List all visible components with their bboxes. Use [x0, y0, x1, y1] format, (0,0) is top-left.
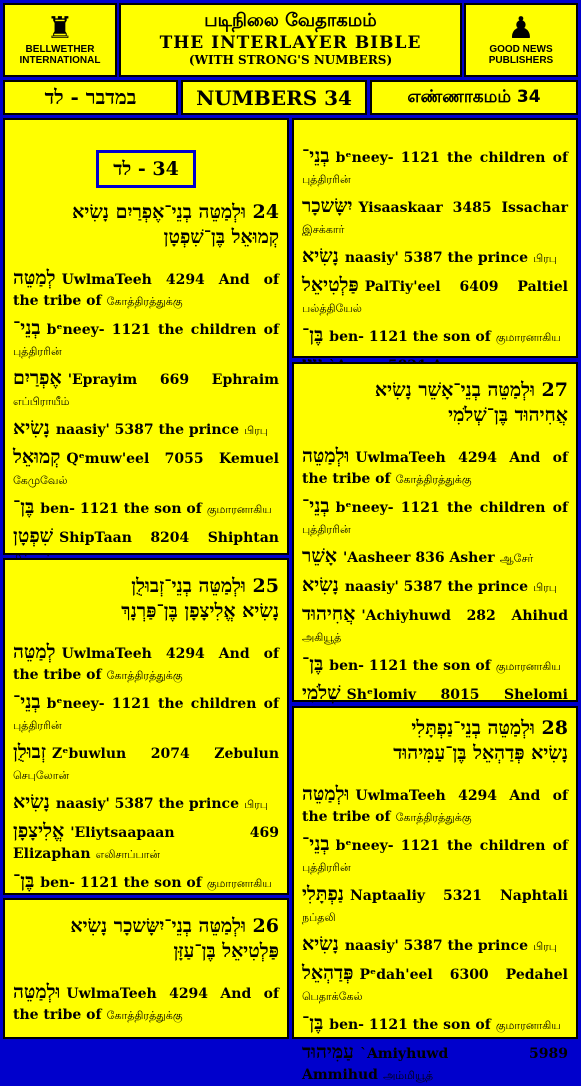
book-tamil: எண்ணாகமம் 34 — [370, 80, 578, 115]
tamil-gloss: கோத்திரத்துக்கு — [106, 669, 183, 682]
tamil-gloss: குமாரனாகிய — [206, 503, 272, 516]
tamil-gloss: புத்திரரின் — [302, 173, 351, 186]
word-entry — [302, 325, 568, 348]
hebrew-word: אֲחִיהוּד — [302, 603, 356, 625]
transliteration-gloss: UwlmaTeeh 4294 And of the tribe of — [302, 788, 568, 825]
right-logo-text: GOOD NEWS PUBLISHERS — [488, 44, 554, 66]
word-entry — [302, 884, 568, 928]
transliteration-gloss: naasiy' 5387 the prince — [55, 422, 239, 438]
transliteration-gloss: UwlmaTeeh 4294 And of the tribe of — [13, 272, 279, 309]
tamil-gloss: பெதாக்கேல் — [302, 990, 363, 1003]
verse-28-entries — [302, 784, 568, 1086]
word-entry — [302, 275, 568, 319]
transliteration-gloss: bᵉneey- 1121 the children of — [335, 838, 568, 854]
hebrew-word: בֶּן־ — [302, 653, 324, 675]
verse-25-entries — [13, 642, 279, 923]
hebrew-word: נַפְתָּלִי — [302, 883, 344, 905]
word-entry — [302, 496, 568, 540]
verse-28-hebrew: 28 וּלְמַטֵּה בְנֵי־נַפְתָּלִי נָשִׂיא פְּדַהְאֵל בֶּן־עַמִּיהוּד — [393, 717, 568, 764]
transliteration-gloss: naasiy' 5387 the prince — [55, 796, 239, 812]
hebrew-word: לְמַטֵּה — [13, 641, 56, 663]
verse-28-box — [292, 706, 578, 1083]
transliteration-gloss: naasiy' 5387 the prince — [344, 938, 528, 954]
tamil-gloss: அகியூத் — [302, 631, 342, 644]
transliteration-gloss: bᵉneey- 1121 the children of — [335, 150, 568, 166]
hebrew-word: עַמִּיהוּד — [302, 1041, 354, 1063]
hebrew-word: שִׁפְטָן — [13, 525, 54, 547]
verse-26-box — [3, 898, 289, 1039]
tamil-gloss: ஆசேர் — [499, 552, 534, 565]
good-news-logo — [464, 3, 578, 77]
transliteration-gloss: UwlmaTeeh 4294 And of the tribe of — [13, 986, 279, 1023]
word-entry — [302, 575, 568, 598]
hebrew-word: בֶּן־ — [302, 1012, 324, 1034]
word-entry — [13, 368, 279, 412]
tamil-gloss: குமாரனாகிய — [206, 877, 272, 890]
word-entry — [302, 1042, 568, 1086]
word-entry — [13, 692, 279, 736]
subtitle: (WITH STRONG'S NUMBERS) — [188, 53, 393, 67]
tamil-gloss: கோத்திரத்துக்கு — [395, 811, 472, 824]
hebrew-word: נָשִׂיא — [302, 933, 339, 955]
word-entry — [302, 604, 568, 648]
tamil-gloss: கேமுவேல் — [13, 474, 68, 487]
verse-24-hebrew: 24 וּלְמַטֵּה בְנֵי־אֶפְרַיִם נָשִׂיא קְמוּאֵל בֶּן־שִׁפְטָן — [72, 201, 279, 248]
transliteration-gloss: Zᵉbuwlun 2074 Zebulun — [52, 746, 279, 762]
tamil-gloss: பிரபு — [533, 581, 557, 594]
title-block — [119, 3, 462, 77]
hebrew-word: אָשֵׁר — [302, 545, 337, 567]
tamil-gloss: குமாரனாகிய — [495, 331, 561, 344]
transliteration-gloss: ben- 1121 the son of — [329, 658, 491, 674]
hebrew-word: לְמַטֵּה — [13, 267, 56, 289]
tamil-gloss: அம்மியூத் — [383, 1069, 434, 1082]
transliteration-gloss: ben- 1121 the son of — [40, 501, 202, 517]
hebrew-word: קְמוּאֵל — [13, 446, 61, 468]
word-entry — [13, 982, 279, 1026]
word-entry — [13, 497, 279, 520]
hebrew-word: נָשִׂיא — [302, 574, 339, 596]
tamil-gloss: புத்திரரின் — [13, 719, 62, 732]
hebrew-word: וּלְמַטֵּה — [302, 783, 350, 805]
word-entry — [302, 654, 568, 677]
left-logo-text: BELLWETHER INTERNATIONAL — [19, 44, 101, 66]
transliteration-gloss: `Amiyhuwd 5989 Ammihud — [302, 1046, 568, 1083]
hebrew-word: וּלְמַטֵּה — [13, 981, 61, 1003]
word-entry — [13, 268, 279, 312]
hebrew-word: בֶּן־ — [302, 324, 324, 346]
word-entry — [13, 642, 279, 686]
word-entry — [13, 742, 279, 786]
shepherd-icon: ♜ — [46, 11, 74, 46]
transliteration-gloss: ben- 1121 the son of — [329, 1017, 491, 1033]
transliteration-gloss: PalTiy'eel 6409 Paltiel — [364, 279, 568, 295]
word-entry — [302, 1013, 568, 1036]
transliteration-gloss: Pᵉdah'eel 6300 Pedahel — [359, 967, 568, 983]
hebrew-word: אֱלִיצָפָן — [13, 820, 65, 842]
transliteration-gloss: naasiy' 5387 the prince — [344, 579, 528, 595]
verse-25-box — [3, 558, 289, 895]
tamil-gloss: நப்தலி — [302, 911, 336, 924]
transliteration-gloss: ben- 1121 the son of — [329, 329, 491, 345]
hebrew-word: נָשִׂיא — [13, 791, 50, 813]
word-entry — [302, 834, 568, 878]
transliteration-gloss: Shᵉlomiy 8015 Shelomi — [346, 687, 568, 703]
word-entry — [13, 418, 279, 441]
tamil-gloss: செபுலோன் — [13, 769, 70, 782]
hebrew-word: פְּדַהְאֵל — [302, 962, 354, 984]
hebrew-word: יִשָּׂשכָר — [302, 195, 353, 217]
verse-24-box — [3, 118, 289, 555]
tamil-gloss: குமாரனாகிய — [495, 660, 561, 673]
word-entry — [13, 871, 279, 894]
word-entry — [13, 792, 279, 815]
hebrew-word: בְנֵי־ — [13, 317, 41, 339]
hebrew-word: פַּלְטִיאֵל — [302, 274, 359, 296]
verse-26-cont-entries — [302, 146, 568, 377]
hebrew-word: אֶפְרַיִם — [13, 367, 62, 389]
tamil-gloss: இசக்கார் — [302, 223, 345, 236]
transliteration-gloss: Yisaaskaar 3485 Issachar — [358, 200, 568, 216]
tamil-gloss: பல்த்தியேல் — [302, 302, 362, 315]
word-entry — [302, 963, 568, 1007]
hebrew-word: וּלְמַטֵּה — [302, 445, 350, 467]
transliteration-gloss: 'Achiyhuwd 282 Ahihud — [361, 608, 568, 624]
verse-26-hebrew: 26 וּלְמַטֵּה בְנֵי־יִשָּׂשכָר נָשִׂיא פַּלְטִיאֵל בֶּן־עַזָּן — [70, 915, 279, 962]
chapter-label: 34 - לד — [96, 150, 196, 188]
tamil-gloss: எப்பிராயீம் — [13, 395, 70, 408]
word-entry — [302, 784, 568, 828]
transliteration-gloss: UwlmaTeeh 4294 And of the tribe of — [13, 646, 279, 683]
tamil-gloss: குமாரனாகிய — [495, 1019, 561, 1032]
transliteration-gloss: UwlmaTeeh 4294 And of the tribe of — [302, 450, 568, 487]
transliteration-gloss: 'Eprayim 669 Ephraim — [67, 372, 279, 388]
verse-27-hebrew: 27 וּלְמַטֵּה בְנֵי־אָשֵׁר נָשִׂיא אֲחִיהוּד בֶּן־שְׁלֹמִי — [374, 379, 568, 426]
verse-24-entries — [13, 268, 279, 570]
tamil-gloss: பிரபு — [533, 252, 557, 265]
transliteration-gloss: 'Aasheer 836 Asher — [343, 550, 495, 566]
tamil-gloss: பிரபு — [244, 798, 268, 811]
verse-26-cont-box — [292, 118, 578, 358]
transliteration-gloss: Naptaaliy 5321 Naphtali — [349, 888, 568, 904]
word-entry — [302, 546, 568, 569]
hebrew-word: בְנֵי־ — [302, 145, 330, 167]
word-entry — [13, 318, 279, 362]
transliteration-gloss: bᵉneey- 1121 the children of — [46, 696, 279, 712]
word-entry — [302, 446, 568, 490]
word-entry — [302, 934, 568, 957]
hebrew-word: זְבוּלֻן — [13, 741, 47, 763]
tamil-gloss: புத்திரரின் — [302, 861, 351, 874]
transliteration-gloss: bᵉneey- 1121 the children of — [46, 322, 279, 338]
tamil-gloss: கோத்திரத்துக்கு — [106, 295, 183, 308]
title-tamil: படிநிலை வேதாகமம் — [204, 10, 377, 31]
transliteration-gloss: 'Eliytsaapaan 469 Elizaphan — [13, 825, 279, 862]
bellwether-logo — [3, 3, 117, 77]
hebrew-word: נָשִׂיא — [13, 417, 50, 439]
verse-25-hebrew: 25 וּלְמַטֵּה בְנֵי־זְבוּלֻן נָשִׂיא אֱלִיצָפָן בֶּן־פַּרְנָךְ — [121, 575, 279, 622]
tamil-gloss: எலிசாப்பான் — [95, 848, 161, 861]
word-entry — [13, 447, 279, 491]
verse-27-box — [292, 362, 578, 702]
transliteration-gloss: bᵉneey- 1121 the children of — [335, 500, 568, 516]
word-entry — [302, 146, 568, 190]
transliteration-gloss: Qᵉmuw'eel 7055 Kemuel — [66, 451, 279, 467]
hebrew-word: בְנֵי־ — [302, 495, 330, 517]
hebrew-word: בְנֵי־ — [13, 691, 41, 713]
transliteration-gloss: ShipTaan 8204 Shiphtan — [59, 530, 279, 546]
book-english: NUMBERS 34 — [181, 80, 367, 115]
hebrew-word: בְנֵי־ — [302, 833, 330, 855]
tamil-gloss: கோத்திரத்துக்கு — [106, 1009, 183, 1022]
tamil-gloss: புத்திரரின் — [302, 523, 351, 536]
word-entry — [302, 246, 568, 269]
hebrew-word: שְׁלֹמִי — [302, 682, 341, 704]
book-hebrew: במדבר - לד — [3, 80, 178, 115]
transliteration-gloss: naasiy' 5387 the prince — [344, 250, 528, 266]
tamil-gloss: பிரபு — [244, 424, 268, 437]
verse-27-entries — [302, 446, 568, 727]
title-english: THE INTERLAYER BIBLE — [159, 33, 422, 53]
hebrew-word: בֶּן־ — [13, 496, 35, 518]
tamil-gloss: பிரபு — [533, 940, 557, 953]
hebrew-word: בֶּן־ — [13, 870, 35, 892]
word-entry — [302, 196, 568, 240]
tamil-gloss: புத்திரரின் — [13, 345, 62, 358]
runner-icon: ♟ — [507, 11, 535, 46]
transliteration-gloss: ben- 1121 the son of — [40, 875, 202, 891]
verse-26-entries — [13, 982, 279, 1026]
tamil-gloss: கோத்திரத்துக்கு — [395, 473, 472, 486]
hebrew-word: נָשִׂיא — [302, 245, 339, 267]
word-entry — [13, 821, 279, 865]
